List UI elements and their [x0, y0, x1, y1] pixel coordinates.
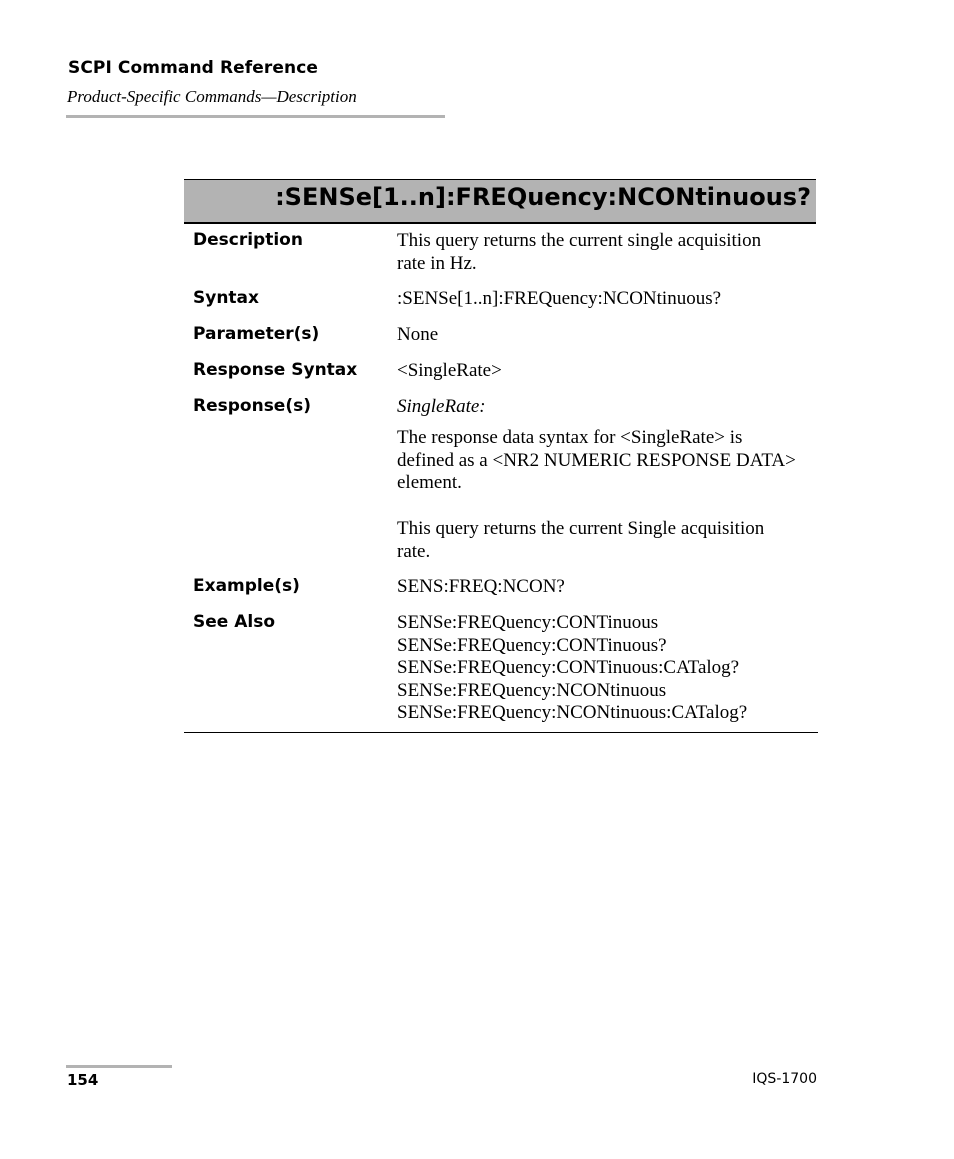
page-number: 154 — [67, 1071, 99, 1089]
response-name: SingleRate: — [397, 396, 486, 417]
syntax-value: :SENSe[1..n]:FREQuency:NCONtinuous? — [397, 288, 722, 309]
footer-divider — [66, 1065, 172, 1068]
see-also-item: SENSe:FREQuency:NCONtinuous:CATalog? — [397, 702, 748, 723]
response-line: rate. — [397, 540, 431, 562]
header-divider — [66, 115, 445, 118]
see-also-item: SENSe:FREQuency:NCONtinuous — [397, 679, 667, 701]
parameters-value: None — [397, 324, 439, 345]
response-note — [397, 518, 817, 563]
description-line: rate in Hz. — [397, 252, 477, 274]
description-text — [397, 230, 817, 275]
response-line: element. — [397, 472, 462, 493]
responses-label: Response(s) — [193, 396, 311, 416]
running-header-title: SCPI Command Reference — [68, 58, 319, 78]
see-also-item: SENSe:FREQuency:CONTinuous:CATalog? — [397, 657, 740, 678]
examples-value: SENS:FREQ:NCON? — [397, 576, 565, 597]
product-name: IQS-1700 — [752, 1071, 817, 1087]
table-bottom-rule — [184, 732, 818, 733]
see-also-label: See Also — [193, 612, 276, 632]
response-syntax-label: Response Syntax — [193, 360, 358, 380]
syntax-label: Syntax — [193, 288, 259, 308]
running-header-subtitle: Product-Specific Commands—Description — [67, 87, 357, 106]
command-title: :SENSe[1..n]:FREQuency:NCONtinuous? — [275, 183, 811, 211]
command-title-bar — [184, 179, 816, 224]
see-also-item: SENSe:FREQuency:CONTinuous? — [397, 634, 667, 656]
see-also-item: SENSe:FREQuency:CONTinuous — [397, 612, 659, 633]
description-label: Description — [193, 230, 303, 250]
response-line: defined as a <NR2 NUMERIC RESPONSE DATA> — [397, 449, 796, 471]
response-line: This query returns the current Single acquisition — [397, 518, 765, 539]
parameters-label: Parameter(s) — [193, 324, 320, 344]
see-also-list — [397, 612, 817, 725]
response-line: The response data syntax for <SingleRate> is — [397, 427, 743, 448]
examples-label: Example(s) — [193, 576, 300, 596]
response-description — [397, 427, 817, 495]
description-line: This query returns the current single acquisition — [397, 230, 762, 251]
response-syntax-value: <SingleRate> — [397, 360, 502, 381]
